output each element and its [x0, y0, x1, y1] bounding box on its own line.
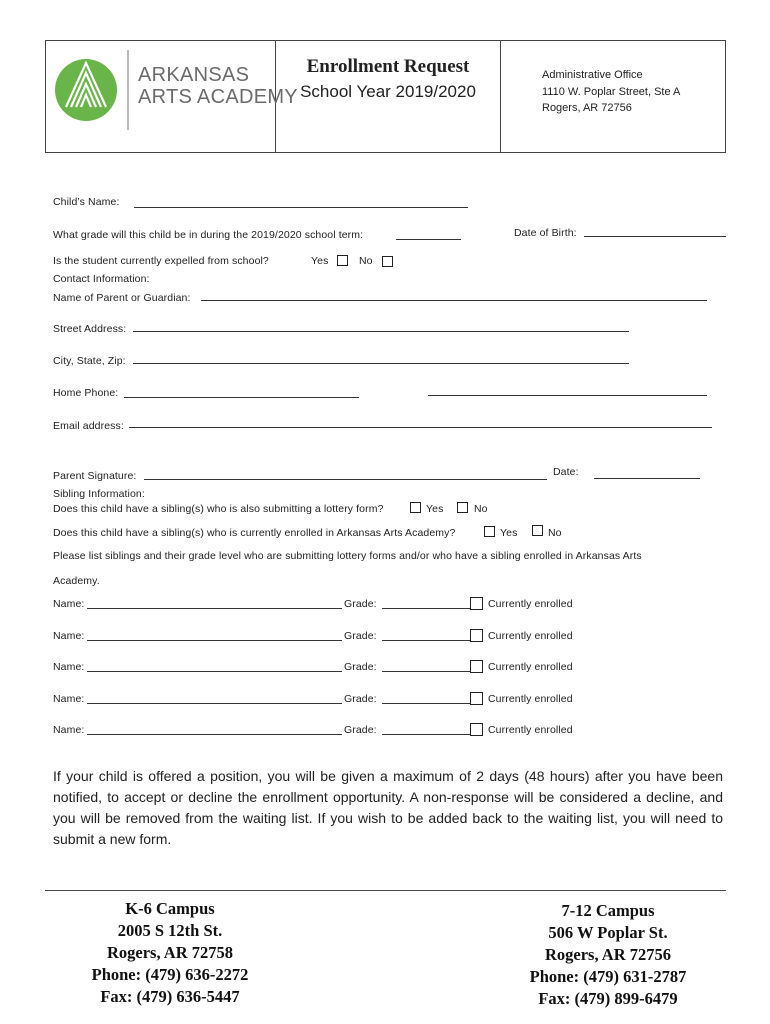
sibling-grade-label: Grade:: [344, 724, 377, 736]
expelled-no-checkbox[interactable]: [382, 256, 393, 267]
logo-line1: ARKANSAS: [138, 64, 250, 86]
sibling-grade-label: Grade:: [344, 630, 377, 642]
child-name-label: Child’s Name:: [53, 196, 120, 208]
sibling-grade-field[interactable]: [382, 671, 470, 672]
header-divider: [500, 40, 501, 153]
sibling-grade-field[interactable]: [382, 703, 470, 704]
campus-street: 506 W Poplar St.: [548, 923, 668, 942]
contact-info-label: Contact Information:: [53, 273, 150, 285]
parent-name-label: Name of Parent or Guardian:: [53, 292, 191, 304]
sibling-grade-field[interactable]: [382, 734, 470, 735]
logo-line2: ARTS ACADEMY: [138, 86, 298, 108]
grade-field[interactable]: [396, 239, 461, 240]
page-title: Enrollment Request: [306, 56, 470, 77]
logo-divider: [127, 50, 129, 130]
k6-campus-info: [70, 898, 270, 1008]
signature-date-field[interactable]: [594, 478, 700, 479]
office-address: [542, 67, 680, 117]
expelled-label: Is the student currently expelled from school?: [53, 255, 269, 267]
campus-street: 2005 S 12th St.: [117, 921, 223, 940]
logo-wordmark: [138, 64, 298, 108]
sibling-enrolled-question: Does this child have a sibling(s) who is currently enrolled in Arkansas Arts Academy?: [53, 527, 456, 539]
street-label: Street Address:: [53, 323, 127, 335]
office-street: 1110 W. Poplar Street, Ste A: [542, 85, 681, 98]
expelled-yes-checkbox[interactable]: [337, 255, 348, 266]
currently-enrolled-label: Currently enrolled: [488, 661, 573, 673]
sibling-list-instructions-cont: Academy.: [53, 575, 100, 587]
campus-phone: Phone: (479) 631-2787: [529, 967, 687, 986]
currently-enrolled-checkbox[interactable]: [470, 597, 483, 610]
campus-name: 7-12 Campus: [561, 901, 655, 920]
sibling-name-field[interactable]: [87, 640, 342, 641]
sibling-grade-label: Grade:: [344, 661, 377, 673]
sibling-enrolled-yes-label: Yes: [500, 527, 518, 539]
currently-enrolled-label: Currently enrolled: [488, 598, 573, 610]
dob-field[interactable]: [584, 236, 726, 237]
sibling-enrolled-no-checkbox[interactable]: [532, 525, 543, 536]
currently-enrolled-label: Currently enrolled: [488, 693, 573, 705]
child-name-field[interactable]: [134, 207, 468, 208]
sibling-name-label: Name:: [53, 630, 85, 642]
sibling-grade-field[interactable]: [382, 608, 470, 609]
sibling-name-field[interactable]: [87, 671, 342, 672]
campus-name: K-6 Campus: [125, 899, 215, 918]
sibling-name-field[interactable]: [87, 703, 342, 704]
campus-fax: Fax: (479) 636-5447: [100, 987, 240, 1006]
email-label: Email address:: [53, 420, 124, 432]
sibling-name-field[interactable]: [87, 734, 342, 735]
alt-phone-field[interactable]: [428, 395, 707, 396]
home-phone-field[interactable]: [124, 397, 359, 398]
signature-date-label: Date:: [553, 466, 579, 478]
page-subtitle: School Year 2019/2020: [300, 82, 476, 101]
sibling-list-instructions: Please list siblings and their grade level who are submitting lottery forms and/or who have a sibling enrolled in Arkansas Arts: [53, 550, 642, 562]
sibling-grade-label: Grade:: [344, 598, 377, 610]
campus-city: Rogers, AR 72758: [106, 943, 234, 962]
home-phone-label: Home Phone:: [53, 387, 119, 399]
sibling-lottery-question: Does this child have a sibling(s) who is also submitting a lottery form?: [53, 503, 384, 515]
office-name: Administrative Office: [542, 69, 643, 81]
sibling-lottery-yes-checkbox[interactable]: [410, 502, 421, 513]
sibling-name-label: Name:: [53, 661, 85, 673]
sibling-info-label: Sibling Information:: [53, 488, 145, 500]
sibling-lottery-no-label: No: [474, 503, 488, 515]
sibling-name-label: Name:: [53, 724, 85, 736]
sibling-enrolled-yes-checkbox[interactable]: [484, 526, 495, 537]
street-field[interactable]: [133, 331, 629, 332]
expelled-no-label: No: [359, 255, 373, 267]
dob-label: Date of Birth:: [514, 227, 577, 239]
campus-phone: Phone: (479) 636-2272: [91, 965, 249, 984]
sibling-enrolled-no-label: No: [548, 527, 562, 539]
campus-fax: Fax: (479) 899-6479: [538, 989, 678, 1008]
currently-enrolled-checkbox[interactable]: [470, 629, 483, 642]
signature-field[interactable]: [144, 479, 547, 480]
currently-enrolled-label: Currently enrolled: [488, 724, 573, 736]
currently-enrolled-checkbox[interactable]: [470, 660, 483, 673]
city-field[interactable]: [133, 363, 629, 364]
sibling-name-label: Name:: [53, 693, 85, 705]
currently-enrolled-checkbox[interactable]: [470, 723, 483, 736]
waiting-list-notice: If your child is offered a position, you will be given a maximum of 2 days (48 hours) after you have been notified, to accept or decline the enrollment opportunity. A non-response will be considered a decline, and you will be removed from the waiting list. If you wish to be added back to the waiting list, you will need to submit a new form.: [53, 768, 723, 847]
grade-label: What grade will this child be in during the 2019/2020 school term:: [53, 229, 364, 241]
sibling-lottery-no-checkbox[interactable]: [457, 502, 468, 513]
sibling-name-field[interactable]: [87, 608, 342, 609]
currently-enrolled-checkbox[interactable]: [470, 692, 483, 705]
parent-name-field[interactable]: [201, 300, 707, 301]
campus-city: Rogers, AR 72756: [544, 945, 672, 964]
office-city: Rogers, AR 72756: [542, 102, 632, 114]
712-campus-info: [508, 900, 708, 1010]
city-label: City, State, Zip:: [53, 355, 126, 367]
school-logo-icon: [55, 59, 117, 121]
sibling-name-label: Name:: [53, 598, 85, 610]
expelled-yes-label: Yes: [311, 255, 329, 267]
signature-label: Parent Signature:: [53, 470, 137, 482]
footer-divider: [45, 890, 726, 891]
email-field[interactable]: [129, 427, 712, 428]
sibling-grade-field[interactable]: [382, 640, 470, 641]
currently-enrolled-label: Currently enrolled: [488, 630, 573, 642]
sibling-lottery-yes-label: Yes: [426, 503, 444, 515]
sibling-grade-label: Grade:: [344, 693, 377, 705]
